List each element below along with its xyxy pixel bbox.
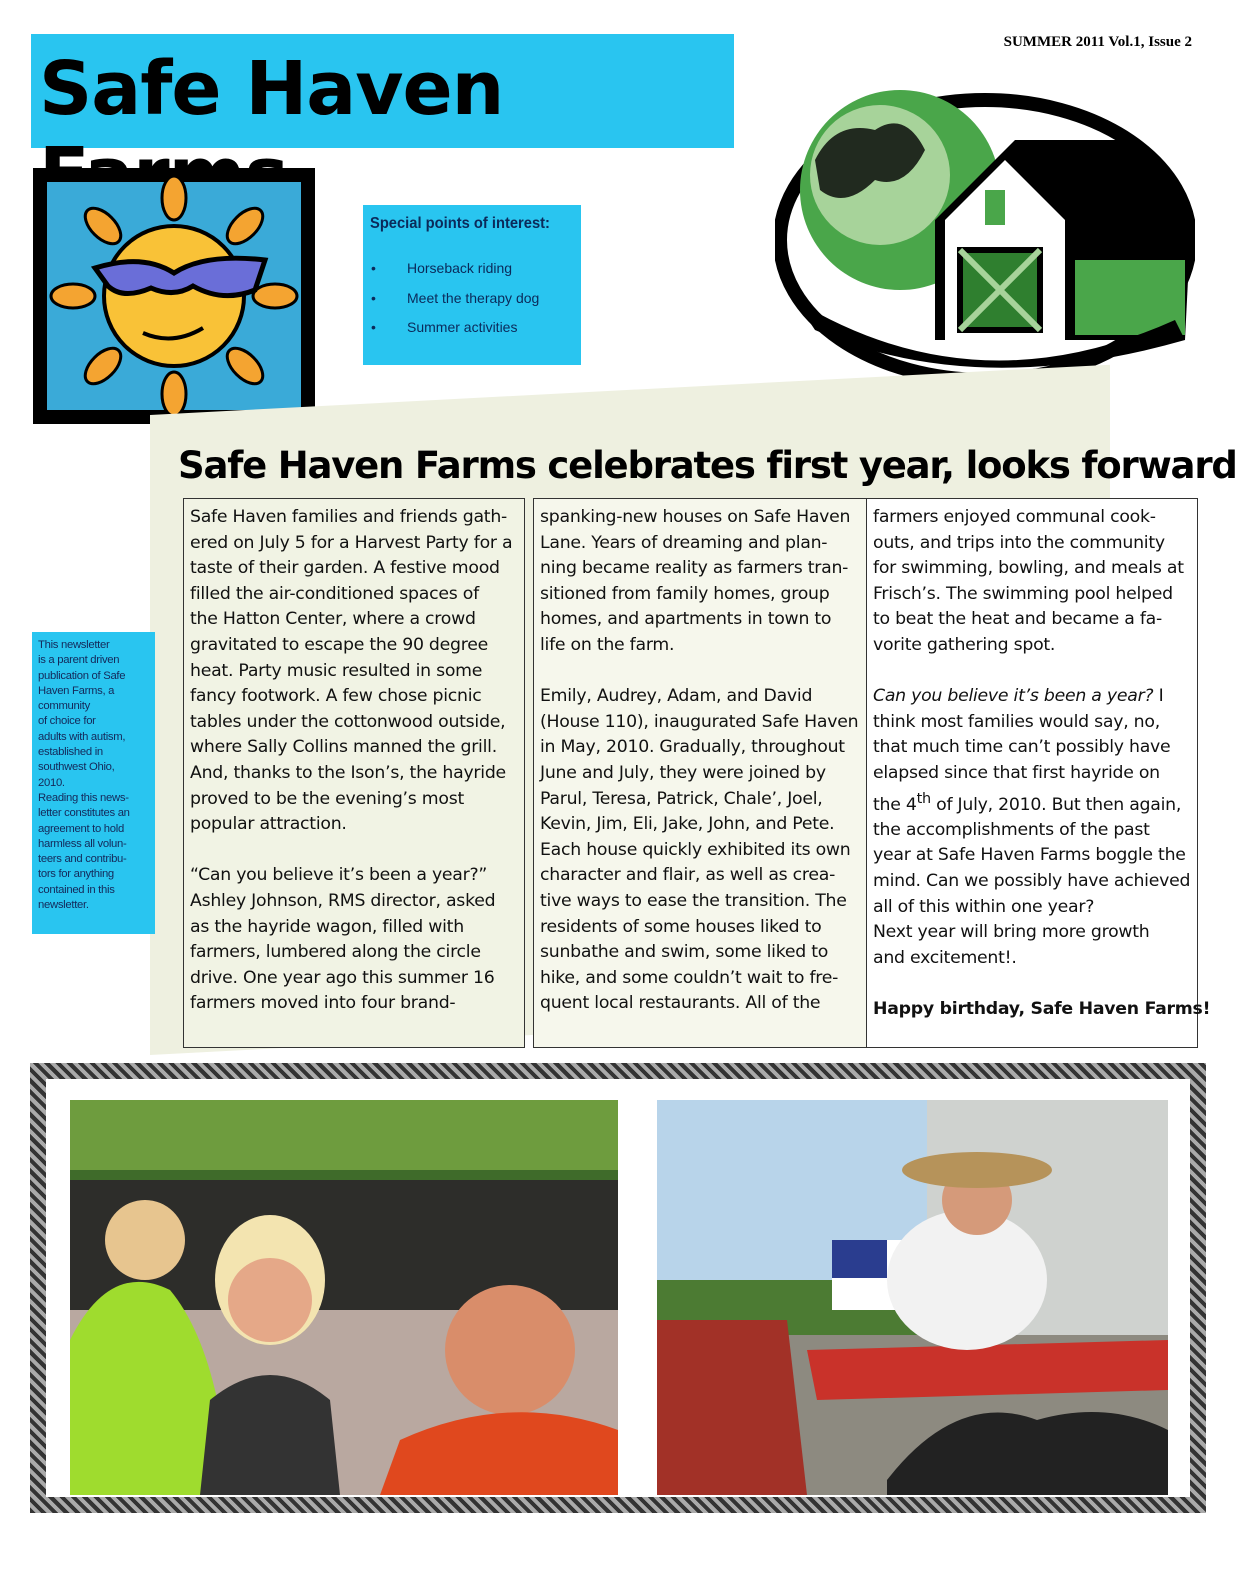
article-line: fancy footwork. A few chose picnic [190, 686, 482, 707]
article-line: where Sally Collins manned the grill. [190, 737, 497, 758]
article-line: Each house quickly exhibited its own [540, 839, 851, 860]
article-line: for swimming, bowling, and meals at [873, 558, 1184, 579]
superscript: th [916, 790, 931, 807]
article-headline: Safe Haven Farms celebrates first year, looks forward [178, 444, 1237, 487]
sidebar-line: established in [38, 746, 103, 759]
article-line: ning became reality as farmers tran- [540, 558, 849, 579]
article-line [873, 659, 1191, 685]
sidebar-line: is a parent driven [38, 654, 120, 667]
article-line: year at Safe Haven Farms boggle the [873, 845, 1186, 866]
article-column-2 [533, 498, 867, 1048]
article-line [873, 997, 1211, 1023]
article-line: gravitated to escape the 90 degree [190, 634, 488, 655]
point-label: Meet the therapy dog [407, 290, 540, 306]
article-line: and excitement!. [873, 947, 1017, 968]
disclaimer-sidebar [32, 632, 155, 934]
article-line [190, 838, 518, 864]
article-line: Lane. Years of dreaming and plan- [540, 532, 828, 553]
farm-barn-logo [775, 80, 1195, 390]
article-line: drive. One year ago this summer 16 [190, 967, 495, 988]
article-line: that much time can’t possibly have [873, 737, 1171, 758]
article-line: character and flair, as well as crea- [540, 865, 836, 886]
sidebar-line: community [38, 700, 90, 713]
sun-sunglasses-clipart [33, 168, 315, 424]
article-line: think most families would say, no, [873, 711, 1160, 732]
issue-label: SUMMER 2011 Vol.1, Issue 2 [1003, 34, 1192, 50]
article-line: farmers, lumbered along the circle [190, 942, 481, 963]
article-line: heat. Party music resulted in some [190, 660, 483, 681]
article-line: taste of their garden. A festive mood [190, 558, 500, 579]
special-points-box: Special points of interest: • Horseback riding • Meet the therapy dog • Summer activities [363, 205, 581, 365]
article-line: the Hatton Center, where a crowd [190, 609, 476, 630]
article-line: Ashley Johnson, RMS director, asked [190, 890, 496, 911]
article-line [873, 971, 1191, 997]
article-line: farmers moved into four brand- [190, 993, 456, 1014]
article-line: vorite gathering spot. [873, 634, 1056, 655]
sidebar-line: Haven Farms, a [38, 684, 115, 697]
article-line [540, 659, 860, 685]
sidebar-line: southwest Ohio, [38, 761, 115, 774]
sidebar-line: tors for anything [38, 868, 114, 881]
article-line: quent local restaurants. All of the [540, 993, 821, 1014]
article-line: hike, and some couldn’t wait to fre- [540, 967, 839, 988]
article-line: Safe Haven families and friends gath- [190, 507, 508, 527]
article-line: Parul, Teresa, Patrick, Chale’, Joel, [540, 788, 823, 809]
article-line: as the hayride wagon, filled with [190, 916, 464, 937]
line-text: of July, 2010. But then again, [930, 794, 1182, 815]
sidebar-line: This newsletter [38, 639, 110, 651]
sidebar-line: teers and contribu- [38, 853, 127, 866]
article-line: mind. Can we possibly have achieved [873, 871, 1191, 892]
article-line: ered on July 5 for a Harvest Party for a [190, 532, 513, 553]
article-column-1 [183, 498, 525, 1048]
sidebar-line: agreement to hold [38, 822, 124, 835]
article-line: sunbathe and swim, some liked to [540, 942, 829, 963]
article-line: to beat the heat and became a fa- [873, 609, 1162, 630]
article-line: sitioned from family homes, group [540, 583, 830, 604]
article-line: “Can you believe it’s been a year?” [190, 865, 488, 886]
sidebar-line: contained in this [38, 883, 115, 896]
article-line: farmers enjoyed communal cook- [873, 507, 1156, 527]
sidebar-line: of choice for [38, 715, 96, 728]
article-line: proved to be the evening’s most [190, 788, 464, 809]
article-line: And, thanks to the Ison’s, the hayride [190, 762, 506, 783]
article-line: filled the air-conditioned spaces of [190, 583, 479, 604]
article-line: all of this within one year? [873, 896, 1095, 917]
article-line: homes, and apartments in town to [540, 609, 832, 630]
article-line: tables under the cottonwood outside, [190, 711, 506, 732]
article-line: tive ways to ease the transition. The [540, 890, 847, 911]
article-line: life on the farm. [540, 634, 675, 655]
sidebar-line: letter constitutes an [38, 807, 130, 820]
article-line: (House 110), inaugurated Safe Haven [540, 711, 859, 732]
sidebar-line: publication of Safe [38, 669, 126, 682]
article-line: spanking-new houses on Safe Haven [540, 507, 851, 527]
article-line: elapsed since that first hayride on [873, 762, 1160, 783]
tractor-flag-photo [657, 1100, 1168, 1495]
party-guests-photo [70, 1100, 618, 1495]
article-line: residents of some houses liked to [540, 916, 822, 937]
line-text: I [1153, 686, 1164, 707]
masthead [31, 34, 734, 148]
article-line: Next year will bring more growth [873, 922, 1150, 943]
article-line: Emily, Audrey, Adam, and David [540, 686, 813, 707]
newsletter-title: Safe Haven [39, 46, 504, 132]
article-line [873, 684, 1191, 710]
bold-text: Happy birthday, Safe Haven Farms! [873, 999, 1211, 1020]
line-text: the 4 [873, 794, 917, 815]
article-line [873, 787, 1191, 818]
article-line: Frisch’s. The swimming pool helped [873, 583, 1173, 604]
sidebar-line: newsletter. [38, 899, 89, 912]
sidebar-line: adults with autism, [38, 730, 126, 743]
sidebar-line: Reading this news- [38, 791, 129, 804]
sidebar-line: harmless all volun- [38, 837, 127, 850]
article-line: Kevin, Jim, Eli, Jake, John, and Pete. [540, 814, 835, 835]
article-line: June and July, they were joined by [540, 762, 826, 783]
article-line: in May, 2010. Gradually, throughout [540, 737, 845, 758]
sidebar-line: 2010. [38, 776, 65, 789]
article-line: popular attraction. [190, 814, 347, 835]
point-label: Horseback riding [407, 260, 513, 276]
article-line: outs, and trips into the community [873, 532, 1165, 553]
point-label: Summer activities [407, 319, 518, 335]
article-line: the accomplishments of the past [873, 819, 1150, 840]
italic-text: Can you believe it’s been a year? [873, 686, 1154, 707]
article-column-3 [866, 498, 1211, 1048]
special-points-heading: Special points of interest: [370, 215, 550, 232]
